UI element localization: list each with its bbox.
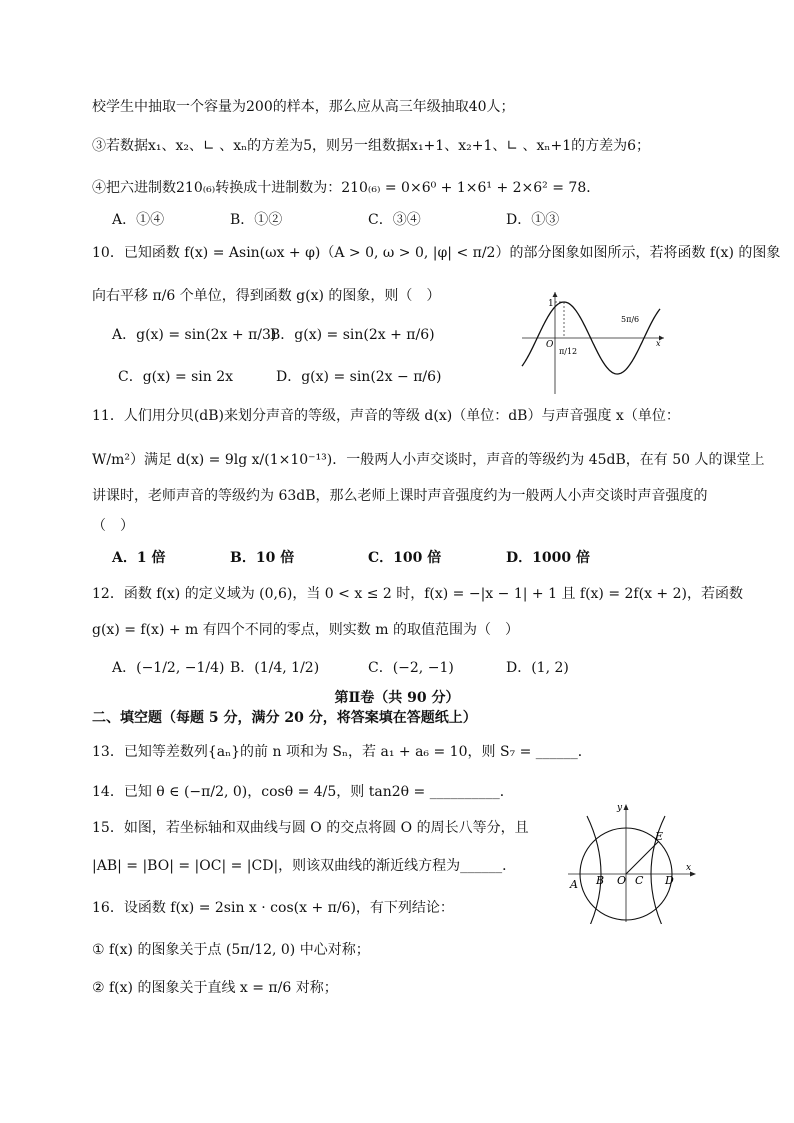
- q16-conclusion-1: ① f(x) 的图象关于点 (5π/12, 0) 中心对称；: [92, 942, 370, 958]
- label-a: A: [570, 878, 578, 891]
- y-axis-arrow: [624, 804, 629, 810]
- q16-conclusion-2: ② f(x) 的图象关于直线 x = π/6 对称；: [92, 980, 338, 996]
- q10-sine-graph: [518, 290, 668, 400]
- q11-stem-cont-3: （ ）: [92, 518, 134, 534]
- q12-option-b: B．(1/4, 1/2): [230, 660, 320, 676]
- q16-stem: 16．设函数 f(x) = 2sin x · cos(x + π/6)，有下列结论：: [92, 900, 454, 916]
- q9-option-b: B．①②: [230, 212, 283, 228]
- q11-stem: 11．人们用分贝(dB)来划分声音的等级，声音的等级 d(x)（单位：dB）与声音强度 x（单位：: [92, 408, 680, 424]
- q14: 14．已知 θ ∈ (−π/2, 0)，cosθ = 4/5，则 tan2θ = __________．: [92, 784, 514, 800]
- q10-stem-cont: 向右平移 π/6 个单位，得到函数 g(x) 的图象，则（ ）: [92, 288, 441, 304]
- q11-option-b: B．10 倍: [230, 550, 295, 566]
- q9-statement-3: ③若数据x₁、x₂、∟ 、xₙ的方差为5，则另一组数据x₁+1、x₂+1、∟ 、xₙ+1的方差为6；: [92, 138, 651, 154]
- y-axis-arrow: [553, 292, 558, 297]
- q10-stem: 10．已知函数 f(x) = Asin(ωx + φ)（A > 0, ω > 0, |φ| < π/2）的部分图象如图所示，若将函数 f(x) 的图象: [92, 245, 781, 261]
- label-b: B: [596, 874, 605, 887]
- mark-5pi-over-6: 5π/6: [621, 315, 640, 324]
- label-c: C: [635, 874, 644, 887]
- label-e: E: [655, 830, 664, 843]
- q13: 13．已知等差数列{aₙ}的前 n 项和为 Sₙ，若 a₁ + a₆ = 10，则 S₇ = ______．: [92, 744, 592, 760]
- q12-option-c: C．(−2, −1): [368, 660, 454, 676]
- label-d: D: [665, 874, 674, 887]
- q9-statement-4: ④把六进制数210₍₆₎转换成十进制数为：210₍₆₎ = 0×6⁰ + 1×6¹ + 2×6² = 78．: [92, 180, 601, 196]
- q11-stem-cont-1: W/m²）满足 d(x) = 9lg x/(1×10⁻¹³)．一般两人小声交谈时，声音的等级约为 45dB，在有 50 人的课堂上: [92, 452, 765, 468]
- q9-option-d: D．①③: [506, 212, 560, 228]
- q12-stem: 12．函数 f(x) 的定义域为 (0,6)，当 0 < x ≤ 2 时，f(x) = −|x − 1| + 1 且 f(x) = 2f(x + 2)，若函数: [92, 586, 743, 602]
- q9-option-a: A．①④: [112, 212, 165, 228]
- q11-option-d: D．1000 倍: [506, 550, 590, 566]
- x-axis-label: x: [656, 339, 661, 348]
- origin-label: O: [546, 340, 554, 350]
- q12-option-a: A．(−1/2, −1/4): [112, 660, 225, 676]
- q11-stem-cont-2: 讲课时，老师声音的等级约为 63dB，那么老师上课时声音强度约为一般两人小声交谈时声音强度的: [92, 488, 708, 504]
- x-axis-label: x: [686, 863, 692, 873]
- q9-option-c: C．③④: [368, 212, 421, 228]
- q10-option-b: B．g(x) = sin(2x + π/6): [270, 327, 435, 343]
- section-title: 第Ⅱ卷（共 90 分）: [334, 690, 460, 706]
- y-tick-1: 1: [548, 299, 554, 309]
- q12-stem-cont: g(x) = f(x) + m 有四个不同的零点，则实数 m 的取值范围为（ ）: [92, 622, 519, 638]
- q10-option-a: A．g(x) = sin(2x + π/3): [112, 327, 277, 343]
- label-o: O: [617, 874, 627, 887]
- q12-option-d: D．(1, 2): [506, 660, 569, 676]
- q11-option-c: C．100 倍: [368, 550, 442, 566]
- y-axis-label: y: [617, 803, 623, 813]
- mark-pi-over-12: π/12: [559, 347, 578, 356]
- q15-circle-hyperbola-figure: [566, 798, 700, 924]
- q8-continuation: 校学生中抽取一个容量为200的样本，那么应从高三年级抽取40人；: [92, 99, 515, 115]
- q11-option-a: A．1 倍: [112, 550, 166, 566]
- part-two-heading: 二、填空题（每题 5 分，满分 20 分，将答案填在答题纸上）: [92, 710, 477, 726]
- q15-stem-cont: |AB| = |BO| = |OC| = |CD|，则该双曲线的渐近线方程为______．: [92, 858, 517, 874]
- q15-stem: 15．如图，若坐标轴和双曲线与圆 O 的交点将圆 O 的周长八等分，且: [92, 820, 529, 836]
- segment-oe: [626, 842, 659, 875]
- q10-option-d: D．g(x) = sin(2x − π/6): [276, 369, 442, 385]
- q10-option-c: C．g(x) = sin 2x: [118, 369, 234, 385]
